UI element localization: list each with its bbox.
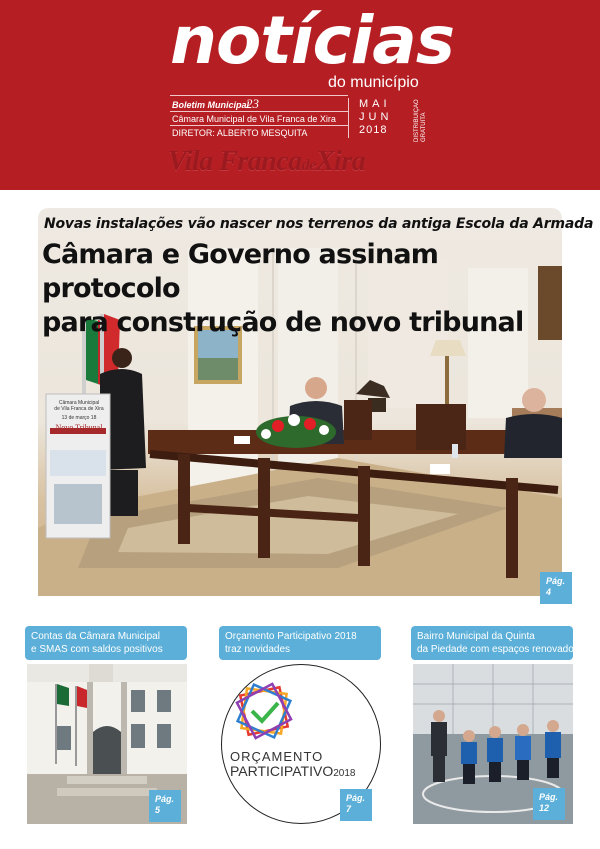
teaser-page-badge[interactable]: [340, 789, 372, 821]
lead-story-headline-line2: para construção de novo tribunal: [42, 307, 524, 338]
municipality-logo: [168, 146, 365, 178]
page-number: 5: [155, 805, 161, 815]
teaser-title-line1: Contas da Câmara Municipal: [31, 631, 160, 642]
distribution-note-line2: GRATUITA: [421, 112, 427, 142]
newsletter-subtitle: do município: [328, 74, 419, 91]
page-number: 7: [346, 804, 352, 814]
municipality-logo-xira: Xira: [315, 146, 366, 177]
page-number: 4: [546, 587, 552, 597]
teaser-title-line2: e SMAS com saldos positivos: [31, 644, 163, 655]
lead-story-headline: [42, 238, 562, 340]
teaser-page-badge[interactable]: [149, 790, 181, 822]
lead-story-headline-line1: Câmara e Governo assinam protocolo: [42, 239, 439, 304]
sports-court-photo: [413, 664, 573, 824]
lead-story-page-badge[interactable]: [540, 572, 572, 604]
teaser-title-line2: da Piedade com espaços renovados: [417, 644, 579, 655]
teaser-title[interactable]: [25, 626, 187, 660]
page-label: Pág.: [546, 576, 566, 586]
distribution-note: [414, 98, 428, 142]
lectern-line2: de Vila Franca de Xira: [54, 406, 104, 412]
page-label: Pág.: [346, 793, 366, 803]
teaser-title-line2: traz novidades: [225, 644, 291, 655]
orcamento-logo-year: 2018: [333, 768, 356, 779]
orcamento-logo-text: [230, 749, 374, 781]
issue-year: 2018: [359, 124, 388, 136]
orcamento-logo-circle: [221, 664, 381, 824]
municipality-logo-vila-franca: Vila Franca: [168, 146, 302, 177]
newsletter-title: notícias: [170, 2, 455, 79]
orcamento-logo-line2: PARTICIPATIVO: [230, 763, 334, 779]
director-name: DIRETOR: ALBERTO MESQUITA: [172, 128, 308, 138]
divider: [170, 125, 348, 126]
publisher-name: Câmara Municipal de Vila Franca de Xira: [172, 114, 336, 124]
lectern-sign: [48, 400, 110, 431]
page-label: Pág.: [155, 794, 175, 804]
lead-story[interactable]: [38, 208, 594, 597]
teaser-title-line1: Bairro Municipal da Quinta: [417, 631, 535, 642]
issue-month-2: JUN: [359, 111, 393, 123]
masthead: [0, 0, 600, 190]
teaser-page-badge[interactable]: [533, 788, 565, 820]
lectern-line1: Câmara Municipal: [58, 400, 100, 406]
issue-date: [348, 98, 418, 138]
lead-story-kicker: Novas instalações vão nascer nos terrenos da antiga Escola da Armada: [44, 216, 594, 232]
divider: [170, 95, 348, 96]
lectern-banner: Novo Tribunal: [55, 423, 103, 432]
page-number: 12: [539, 803, 550, 813]
teaser-title-line1: Orçamento Participativo 2018: [225, 631, 357, 642]
town-hall-photo: [27, 664, 187, 824]
divider: [170, 111, 348, 112]
distribution-note-line1: DISTRIBUIÇÃO: [414, 99, 420, 142]
teaser-title[interactable]: [219, 626, 381, 660]
orcamento-logo-line1: ORÇAMENTO: [230, 749, 324, 764]
issue-number: 23: [246, 96, 259, 111]
teaser-title[interactable]: [411, 626, 579, 660]
issue-month-1: MAI: [359, 98, 391, 110]
bulletin-label: Boletim Municipal: [172, 100, 250, 110]
lectern-date: 13 de março 18: [61, 415, 97, 421]
municipality-logo-de: de: [301, 157, 316, 174]
page-label: Pág.: [539, 792, 559, 802]
